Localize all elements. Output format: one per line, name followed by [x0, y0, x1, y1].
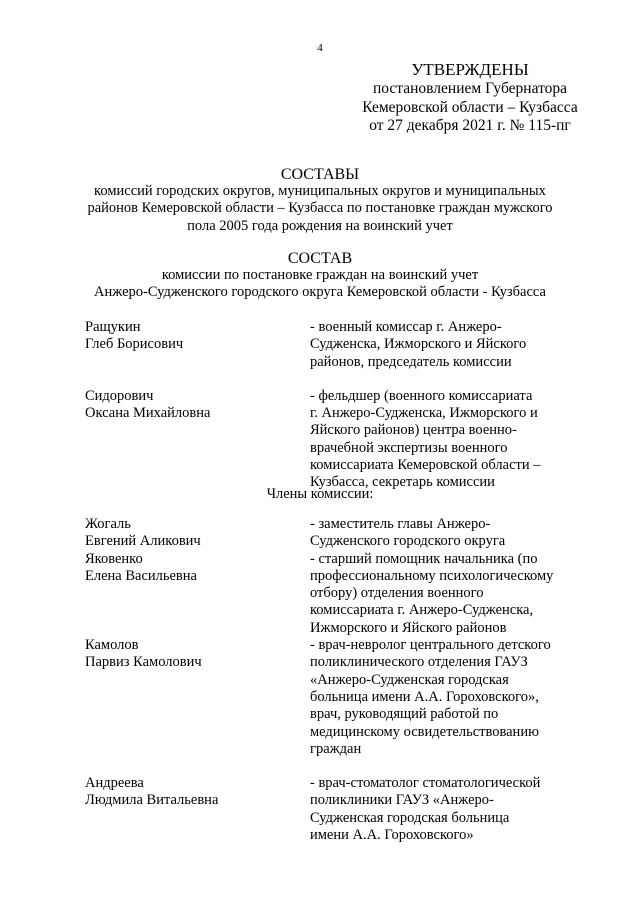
member-name [85, 551, 310, 637]
member-role [310, 775, 580, 844]
list-item [85, 551, 605, 637]
approval-block [360, 60, 580, 136]
list-item [85, 775, 605, 844]
member-given-name: Людмила Витальевна [85, 792, 219, 809]
member-surname: Яковенко [85, 550, 143, 567]
member-surname: Сидорович [85, 387, 154, 404]
composition-subtitle-line: комиссии по постановке граждан на воинский учет [161, 267, 479, 283]
main-subtitle-line: пола 2005 года рождения на воинский учет [187, 217, 453, 234]
composition-subtitle [0, 267, 640, 302]
approval-line: от 27 декабря 2021 г. № 115-пг [369, 117, 571, 135]
member-surname: Андреева [85, 775, 144, 792]
member-given-name: Глеб Борисович [85, 336, 184, 353]
role-line: отбору) отделения военного [310, 585, 484, 602]
members-heading: Члены комиссии: [266, 486, 374, 502]
role-line: районов, председатель комиссии [310, 353, 512, 370]
role-line: граждан [310, 740, 362, 757]
role-line: Судженская городская больница [310, 809, 510, 826]
main-subtitle-line: районов Кемеровской области – Кузбасса по постановке граждан мужского [87, 200, 553, 217]
list-item [85, 516, 605, 551]
member-name [85, 516, 310, 551]
role-line: Судженского городского округа [310, 533, 506, 550]
list-item [85, 637, 605, 758]
role-line: - старший помощник начальника (по [310, 550, 538, 567]
role-line: поликлиники ГАУЗ «Анжеро- [310, 792, 494, 809]
member-surname: Камолов [85, 637, 139, 654]
leaders-list [85, 319, 605, 492]
main-subtitle-line: комиссий городских округов, муниципальных округов и муниципальных [94, 183, 546, 199]
main-subtitle [0, 183, 640, 235]
member-given-name: Евгений Аликович [85, 533, 201, 550]
main-title: СОСТАВЫ [280, 166, 360, 183]
role-line: поликлинического отделения ГАУЗ [310, 654, 528, 671]
role-line: медицинскому освидетельствованию [310, 723, 539, 740]
role-line: имени А.А. Гороховского» [310, 827, 474, 844]
member-surname: Жогаль [85, 516, 131, 532]
member-name [85, 319, 310, 371]
role-line: г. Анжеро-Судженска, Ижморского и [310, 405, 538, 422]
member-given-name: Елена Васильевна [85, 567, 197, 584]
role-line: Судженска, Ижморского и Яйского [310, 336, 527, 353]
member-role [310, 551, 580, 637]
member-role [310, 516, 580, 551]
role-line: врач, руководящий работой по [310, 706, 499, 723]
role-line: Кузбасса, секретарь комиссии [310, 474, 495, 491]
role-line: - врач-невролог центрального детского [310, 637, 551, 654]
member-given-name: Парвиз Камолович [85, 654, 202, 671]
composition-title: СОСТАВ [287, 250, 353, 267]
approval-title: УТВЕРЖДЕНЫ [411, 60, 529, 79]
role-line: Яйского районов) центра военно- [310, 422, 517, 439]
role-line: - военный комиссар г. Анжеро- [310, 319, 502, 335]
composition-subtitle-line: Анжеро-Судженского городского округа Кемеровской области - Кузбасса [94, 284, 546, 301]
role-line: - заместитель главы Анжеро- [310, 516, 491, 532]
member-name [85, 775, 310, 844]
role-line: врачебной экспертизы военного [310, 439, 508, 456]
role-line: - фельдшер (военного комиссариата [310, 387, 533, 404]
member-role [310, 637, 580, 758]
role-line: комиссариата Кемеровской области – [310, 457, 541, 474]
member-name [85, 637, 310, 758]
role-line: «Анжеро-Судженская городская [310, 671, 509, 688]
role-line: больница имени А.А. Гороховского», [310, 688, 539, 705]
approval-line: Кемеровской области – Кузбасса [362, 98, 578, 116]
list-item [85, 319, 605, 371]
members-list [85, 516, 605, 844]
member-name [85, 388, 310, 492]
member-surname: Ращукин [85, 319, 141, 335]
member-given-name: Оксана Михайловна [85, 405, 211, 422]
role-line: - врач-стоматолог стоматологической [310, 775, 541, 792]
role-line: комиссариата г. Анжеро-Судженска, [310, 602, 534, 619]
role-line: Ижморского и Яйского районов [310, 619, 507, 636]
member-role [310, 319, 580, 371]
member-role [310, 388, 580, 492]
role-line: профессиональному психологическому [310, 567, 554, 584]
approval-line: постановлением Губернатора [372, 80, 568, 97]
page-number: 4 [317, 42, 323, 54]
list-item [85, 388, 605, 492]
